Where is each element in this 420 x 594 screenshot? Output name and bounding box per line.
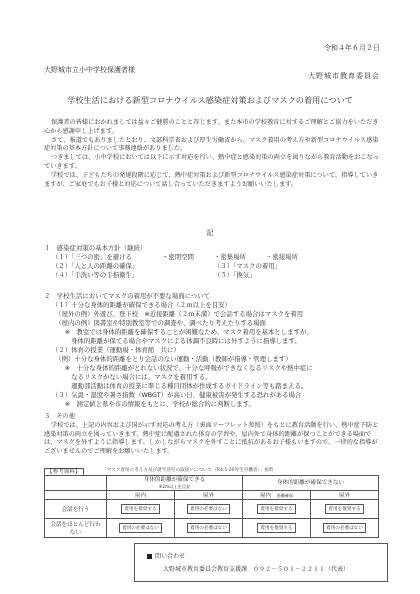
col-outdoor: 屋外	[175, 491, 243, 500]
col-group-distance-ng: 身体的距離が確保できない	[243, 476, 379, 491]
item-label: （３）「マスクの着用」	[214, 261, 282, 270]
intro-paragraph: 学校では、子どもたちの発達段階に応じて、熱中症対策および新型コロナウイルス感染症対策について、指導していきますが、ご家庭でもお子様と対応について話し合っていただきますようお願いいたします。	[44, 171, 379, 188]
table-header-row	[45, 476, 379, 491]
section-2-line: 運動部活動は体育の授業に準じる種目団体が作成するガイドライン等も踏まえる。	[52, 381, 308, 390]
col-group-distance-ok	[107, 476, 243, 491]
cell-value: 着用の必要はない	[187, 523, 230, 533]
item-label: ・密接場所	[266, 252, 298, 261]
cell-value: 着用を推奨する	[257, 504, 295, 514]
section-3	[44, 413, 382, 457]
table-corner	[45, 491, 107, 500]
table-row	[45, 519, 379, 538]
square-bullet-icon	[147, 554, 152, 559]
item-label: （２）「人と人の距離の確保」	[52, 261, 139, 270]
table-cell	[175, 519, 243, 538]
cell-value: 着用を推奨する	[121, 504, 159, 514]
table-corner	[45, 476, 107, 491]
section-2	[44, 292, 313, 409]
table-cell	[311, 519, 379, 538]
section-2-line: （３）気温・湿度や暑さ指数（WBGT）が高い日、健康被害が発生する恐れがある場合	[52, 390, 302, 399]
sender: 大野城市教育委員会	[308, 72, 380, 80]
document-title: 学校生活における新型コロナウイルス感染症対策およびマスクの着用について	[67, 95, 353, 105]
cell-value: 着用を推奨する	[325, 504, 363, 514]
reference-note: 「マスク着用の考え方及び就学前児の取扱いについて（R4.5.20厚生労働省）」抜粋	[102, 468, 274, 473]
table-cell	[243, 519, 311, 538]
table-cell	[175, 500, 243, 519]
section-1-item	[44, 271, 344, 280]
row-label: 会話を行う	[45, 500, 107, 519]
col-label: 屋内	[260, 493, 272, 499]
table-cell	[243, 500, 311, 519]
intro-paragraph: 保護者の皆様におかれましては益々ご健勝のことと存じます。また本市の学校教育に対するご理解とご協力をいただき心から感謝申し上げます。	[44, 119, 379, 135]
item-label: ・密集場所	[214, 252, 246, 261]
section-1	[44, 244, 344, 280]
cell-value: 着用の必要はない	[323, 523, 366, 533]
mask-guidance-table	[44, 475, 379, 538]
section-2-line: ※ 教室では身体的距離を確保することが困難なため、マスク着用を基本としますが、	[52, 327, 313, 336]
section-2-line: なるリスクがない場合には、マスクを着用する。	[52, 372, 212, 381]
section-1-heading: １ 感染症対策の基本方針（継続）	[44, 244, 147, 252]
cell-value: 着用の必要はない	[187, 504, 230, 514]
section-2-line: ※ 十分な身体的距離がとれない状況で、十分な呼吸ができなくなるリスクや熱中症に	[52, 363, 313, 372]
col-group-label: 身体的距離が確保できる	[143, 477, 206, 484]
section-2-line: 身体的距離が保てる場合やマスクによる体調不良時には外すように指導します。	[52, 336, 301, 345]
issue-date: 令和４年６月２日	[324, 44, 380, 52]
reference-label: 【参考資料】	[44, 468, 84, 476]
ki-marker: 記	[206, 229, 214, 237]
contact-title: 問い合わせ	[155, 553, 186, 560]
section-2-heading: ２ 学校生活においてマスクの着用が不要な場面について	[44, 292, 211, 300]
section-1-item	[44, 253, 344, 262]
intro-paragraph: さて、報道でもありましたとおり、文部科学省および厚生労働省から、マスク着用の考え方や新型コロナウイルス感染症対策の基本方針について事務連絡がありました。	[44, 136, 379, 153]
col-indoor: 屋内	[107, 491, 175, 500]
item-label: （１）「三つの密」を避ける	[52, 252, 132, 261]
addressee: 大野城市立小中学校保護者様	[44, 66, 135, 74]
intro-paragraph: つきましては、小中学校においては以下に示す対応を行い、熱中症と感染対策の両立を図りながら教育活動をおこなっていきます。	[44, 154, 379, 170]
item-label: ・密閉空間	[162, 252, 194, 261]
section-2-line: （屋内の例）図書室や特別教室等での調査や、調べたり考えたりする場面	[52, 318, 266, 327]
section-2-line: （屋外の例）外遊び、登下校 ※近接距離（２ｍ未満）で会話する場合はマスクを着用	[52, 309, 304, 318]
col-outdoor-2: 屋外	[311, 491, 379, 500]
contact-title-row	[147, 551, 185, 560]
col-group-sublabel: ※2m以上を目安	[158, 483, 191, 489]
section-2-line: （例）十分な身体的距離をとり会話のない運動・活動（教師が指導・管理します）	[52, 354, 292, 363]
col-note: 距離確保	[276, 493, 293, 498]
section-3-heading: ３ その他	[44, 413, 75, 420]
cell-value: 着用を推奨する	[257, 523, 295, 533]
item-label: （５）「換気」	[214, 270, 256, 279]
row-label: 会話をほとんど行わない	[45, 519, 107, 538]
section-2-line: （２）体育の授業（運動場・体育館 共に）	[52, 345, 180, 354]
table-cell	[107, 500, 175, 519]
section-3-body: 学校では、上記の内容および国が示す対応の考え方（裏面リーフレット参照）をもとに教育活動を行い、熱中症予防と感染対策の両立を図っていきます。熱中症に配慮された体育の学習や、屋内外で身体的距離が保つことができる場面では、マスクを外すように指導します。しかしながらマスクを外すことに抵抗があるお子様もいますので、一律的な指導がございませんのでご理解をお願いいたします。	[44, 421, 379, 456]
table-cell	[107, 519, 175, 538]
intro-body	[44, 119, 380, 189]
col-indoor-2	[243, 491, 311, 500]
table-cell	[311, 500, 379, 519]
section-1-item	[44, 262, 344, 271]
table-subheader-row	[45, 491, 379, 500]
contact-box	[134, 543, 388, 582]
section-2-line: ※ 測定値と県や市の情報をもとに、学校が総合的に判断します。	[52, 399, 255, 408]
section-2-line: （１）十分な身体的距離が確保できる場合（２ｍ以上を目安）	[52, 300, 231, 309]
table-row	[45, 500, 379, 519]
contact-line: 大野城市教育委員会教育支援課 ０９２－５０１－２２１１（代表）	[163, 566, 350, 573]
item-label: （４）「手洗い等の手指衛生」	[52, 270, 139, 279]
cell-value: 着用の必要はない	[119, 523, 162, 533]
